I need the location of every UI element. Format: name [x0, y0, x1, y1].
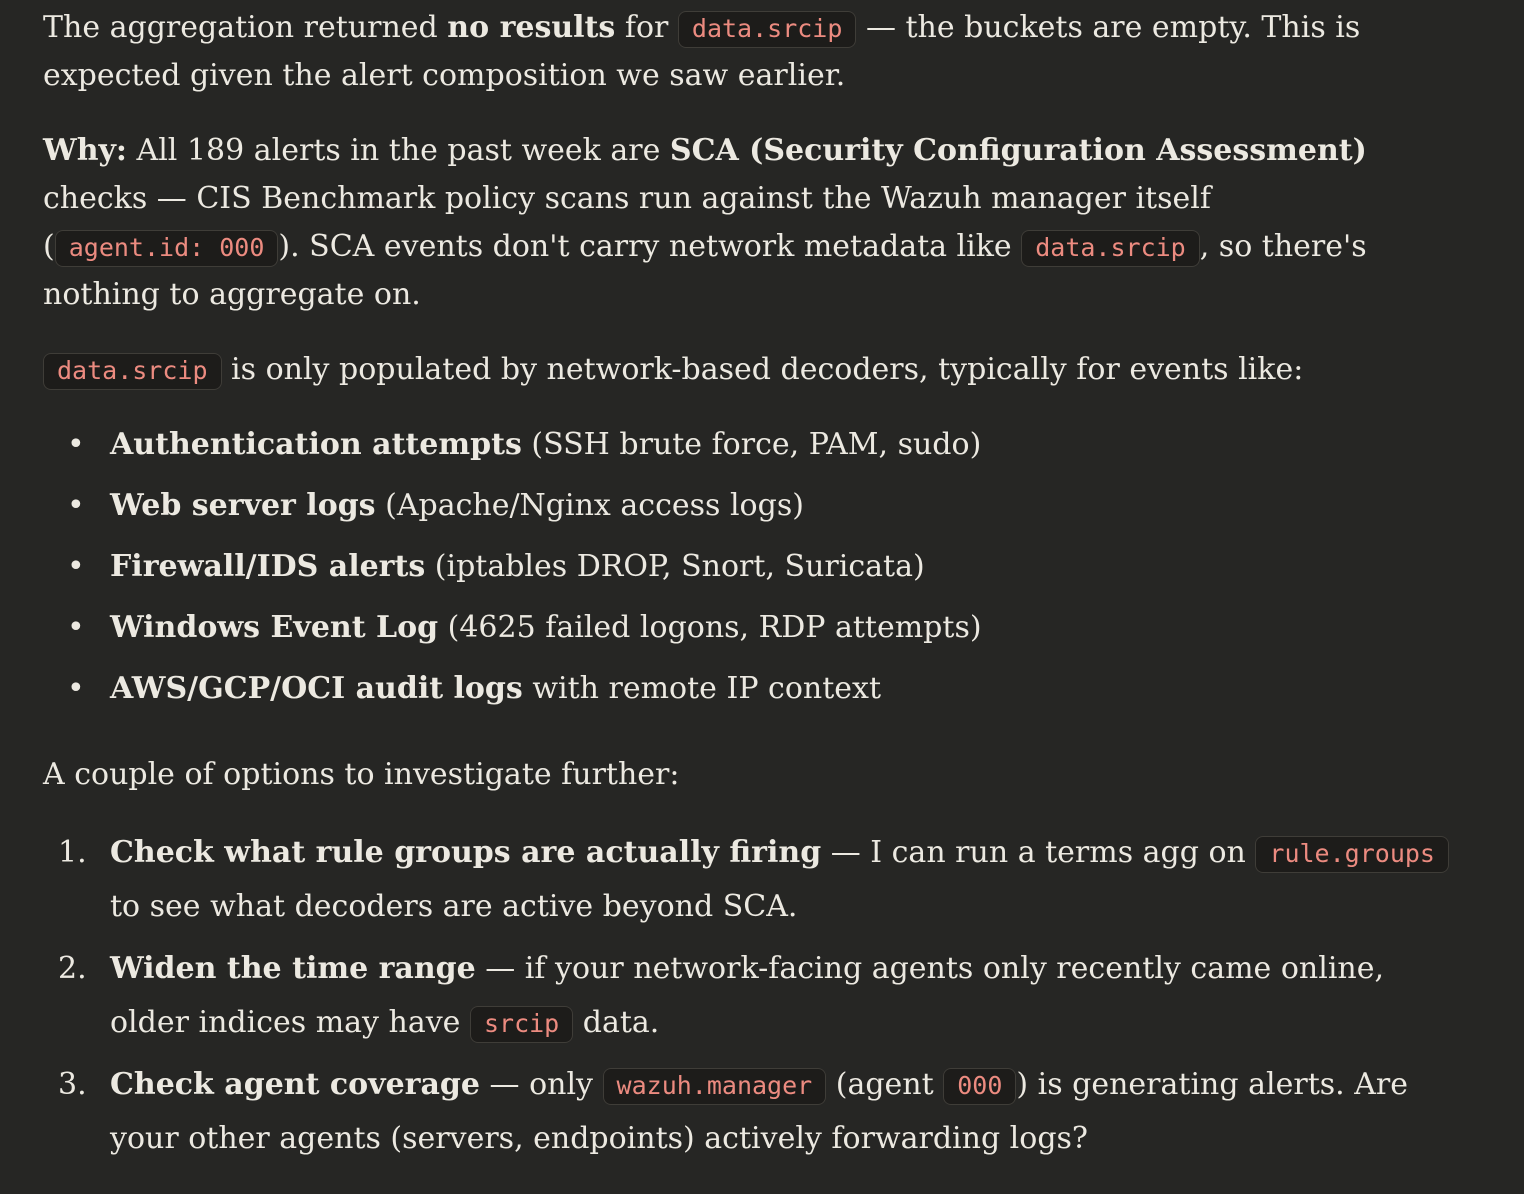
paragraph-options-intro: A couple of options to investigate further:	[43, 757, 680, 792]
paragraph-aggregation-result: The aggregation returned no results for data.srcip — the buckets are empty. This is expected given the alert composition we saw earlier.	[43, 10, 1361, 93]
inline-code-chip: data.srcip	[43, 353, 222, 390]
list-item-widen-time-range: Widen the time range — if your network-facing agents only recently came online, older indices may have srcip data.	[43, 942, 1468, 1050]
bold-text: Check agent coverage	[110, 1067, 480, 1102]
bold-text: Web server logs	[110, 488, 376, 523]
bold-text: AWS/GCP/OCI audit logs	[110, 671, 523, 706]
paragraph-why-explanation: Why: All 189 alerts in the past week are SCA (Security Configuration Assessment) checks — CIS Benchmark policy scans run against the Wazuh manager itself ( agent.id: 000 ). SCA events don't carry network metadata like data.srcip , so there's nothing to aggregate on.	[43, 133, 1367, 312]
bold-text: no results	[447, 10, 616, 45]
bold-text: Authentication attempts	[110, 427, 522, 462]
bold-text: Firewall/IDS alerts	[110, 549, 426, 584]
list-item-check-agent-coverage: Check agent coverage — only wazuh.manager (agent 000 ) is generating alerts. Are your other agents (servers, endpoints) actively forwarding logs?	[110, 1067, 1408, 1156]
inline-code-chip: rule.groups	[1255, 836, 1449, 873]
inline-code-chip: wazuh.manager	[603, 1068, 827, 1105]
options-numbered-list	[43, 826, 1468, 1166]
bold-text: Check what rule groups are actually firing	[110, 835, 822, 870]
assistant-message	[43, 4, 1468, 1166]
bold-text: Why:	[43, 133, 128, 168]
list-item-cloud-audit-logs: • AWS/GCP/OCI audit logs with remote IP context	[43, 665, 1468, 713]
paragraph-srcip-intro: data.srcip is only populated by network-based decoders, typically for events like:	[43, 346, 1468, 394]
list-item-web-server: • Web server logs (Apache/Nginx access logs)	[43, 482, 1468, 530]
list-item-windows-event-log: • Windows Event Log (4625 failed logons, RDP attempts)	[43, 604, 1468, 652]
inline-code-chip: agent.id: 000	[55, 230, 279, 267]
inline-code-chip: data.srcip	[678, 11, 857, 48]
bold-text: Windows Event Log	[110, 610, 439, 645]
inline-code-chip: data.srcip	[1021, 230, 1200, 267]
event-types-bullet-list	[43, 421, 1468, 713]
inline-code-chip: srcip	[470, 1006, 573, 1043]
inline-code-chip: 000	[943, 1068, 1016, 1105]
list-item-firewall-ids: • Firewall/IDS alerts (iptables DROP, Snort, Suricata)	[43, 543, 1468, 591]
bold-text: SCA (Security Configuration Assessment)	[669, 133, 1367, 168]
list-item-authentication: • Authentication attempts (SSH brute force, PAM, sudo)	[43, 421, 1468, 469]
bold-text: Widen the time range	[110, 951, 476, 986]
list-item-check-rule-groups: Check what rule groups are actually firing — I can run a terms agg on rule.groups to see what decoders are active beyond SCA.	[43, 826, 1468, 934]
